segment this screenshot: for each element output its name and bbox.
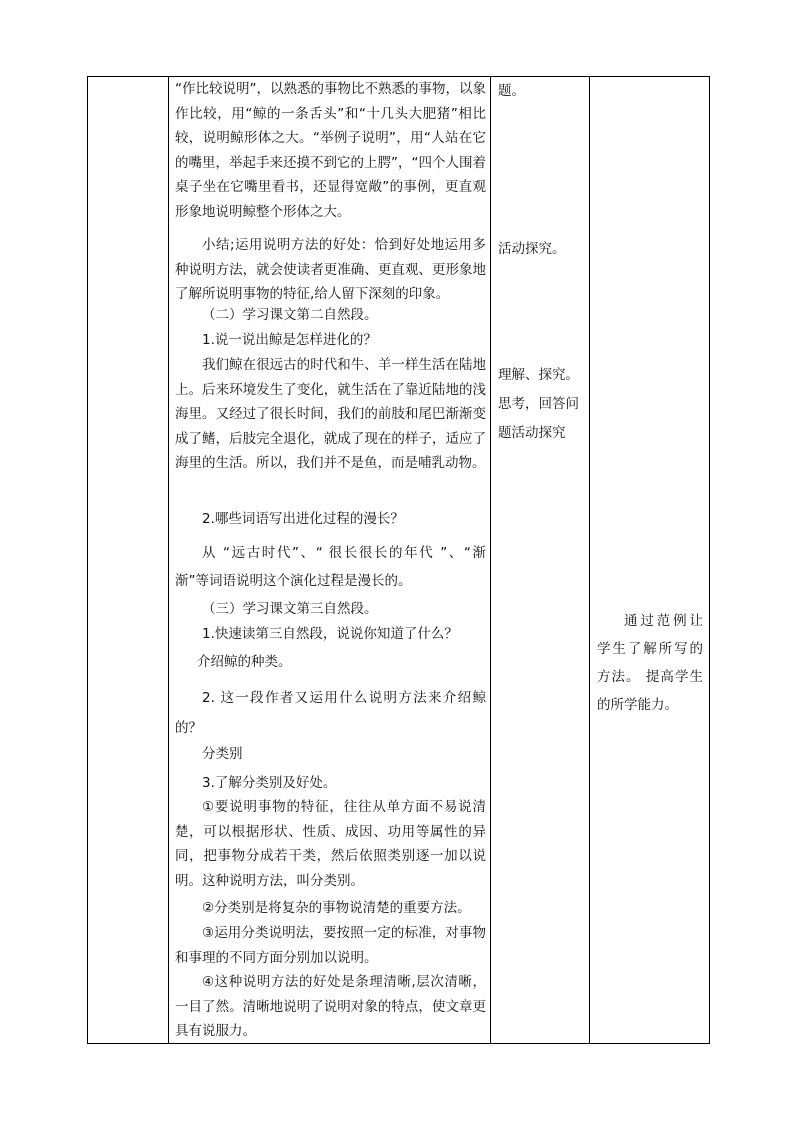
point-1: ①要说明事物的特征，往往从单方面不易说清楚，可以根据形状、性质、成因、功用等属性的异同，把事物分成若干类，然后依照类别逐一加以说明。这种说明方法，叫分类别。 [175, 799, 486, 889]
answer-long-process: 从 “远古时代”、“ 很长很长的年代 ”、“渐渐”等词语说明这个演化过程是漫长的。 [175, 545, 486, 589]
question-method: 2. 这一段作者又运用什么说明方法来介绍鲸的？ [175, 690, 486, 736]
blank-column-cell [88, 77, 169, 1044]
answer-whale-types: 介绍鲸的种类。 [197, 654, 292, 670]
paragraph-comparison: “作比较说明”，以熟悉的事物比不熟悉的事物，以象作比较，用“鲸的一条舌头”和“十几头大肥猪”相比较，说明鲸形体之大。“举例子说明”，用“人站在它的嘴里，举起手来还摸不到它的上腭”，“四个人围着桌子坐在它嘴里看书，还显得宽敞”的事例，更直观形象地说明鲸整个形体之大。 [175, 81, 486, 220]
section-heading-3: （三）学习课文第三自然段。 [202, 601, 378, 617]
lesson-plan-table [87, 76, 710, 1044]
point-4: ④这种说明方法的好处是条理清晰,层次清晰，一目了然。清晰地说明了说明对象的特点，使文章更具有说服力。 [175, 974, 486, 1039]
student-activity-cell [491, 77, 590, 1044]
design-intent-cell [590, 77, 710, 1044]
question-classification-benefit: 3.了解分类别及好处。 [202, 775, 337, 791]
activity-text-4: 思考，回答问题活动探究 [498, 396, 579, 441]
activity-text-3: 理解、探究。 [498, 367, 579, 383]
section-heading-2: （二）学习课文第二自然段。 [202, 307, 378, 323]
question-read-fast: 1.快速读第三自然段，说说你知道了什么？ [202, 626, 458, 642]
design-intent-text: 通过范例让学生了解所写的方法。 提高学生的所学能力。 [597, 613, 703, 713]
table-row [88, 77, 710, 1044]
paragraph-summary: 小结;运用说明方法的好处：恰到好处地运用多种说明方法，就会使读者更准确、更直观、更形象地了解所说明事物的特征,给人留下深刻的印象。 [175, 237, 486, 302]
question-evolution: 1.说一说出鲸是怎样进化的？ [202, 332, 377, 348]
answer-classification: 分类别 [202, 746, 243, 762]
activity-text-2: 活动探究。 [498, 241, 566, 257]
point-2: ②分类别是将复杂的事物说清楚的重要方法。 [202, 900, 471, 916]
point-3: ③运用分类说明法，要按照一定的标准，对事物和事理的不同方面分别加以说明。 [175, 925, 486, 966]
paragraph-evolution: 我们鲸在很远古的时代和牛、羊一样生活在陆地上。后来环境发生了变化，就生活在了靠近陆地的浅海里。又经过了很长时间，我们的前肢和尾巴渐渐变成了鳍，后肢完全退化，就成了现在的样子，适应了海里的生活。所以，我们并不是鱼，而是哺乳动物。 [175, 357, 486, 471]
activity-text-1: 题。 [498, 83, 525, 99]
teaching-process-cell [169, 77, 491, 1044]
question-long-process: 2.哪些词语写出进化过程的漫长？ [202, 511, 404, 527]
